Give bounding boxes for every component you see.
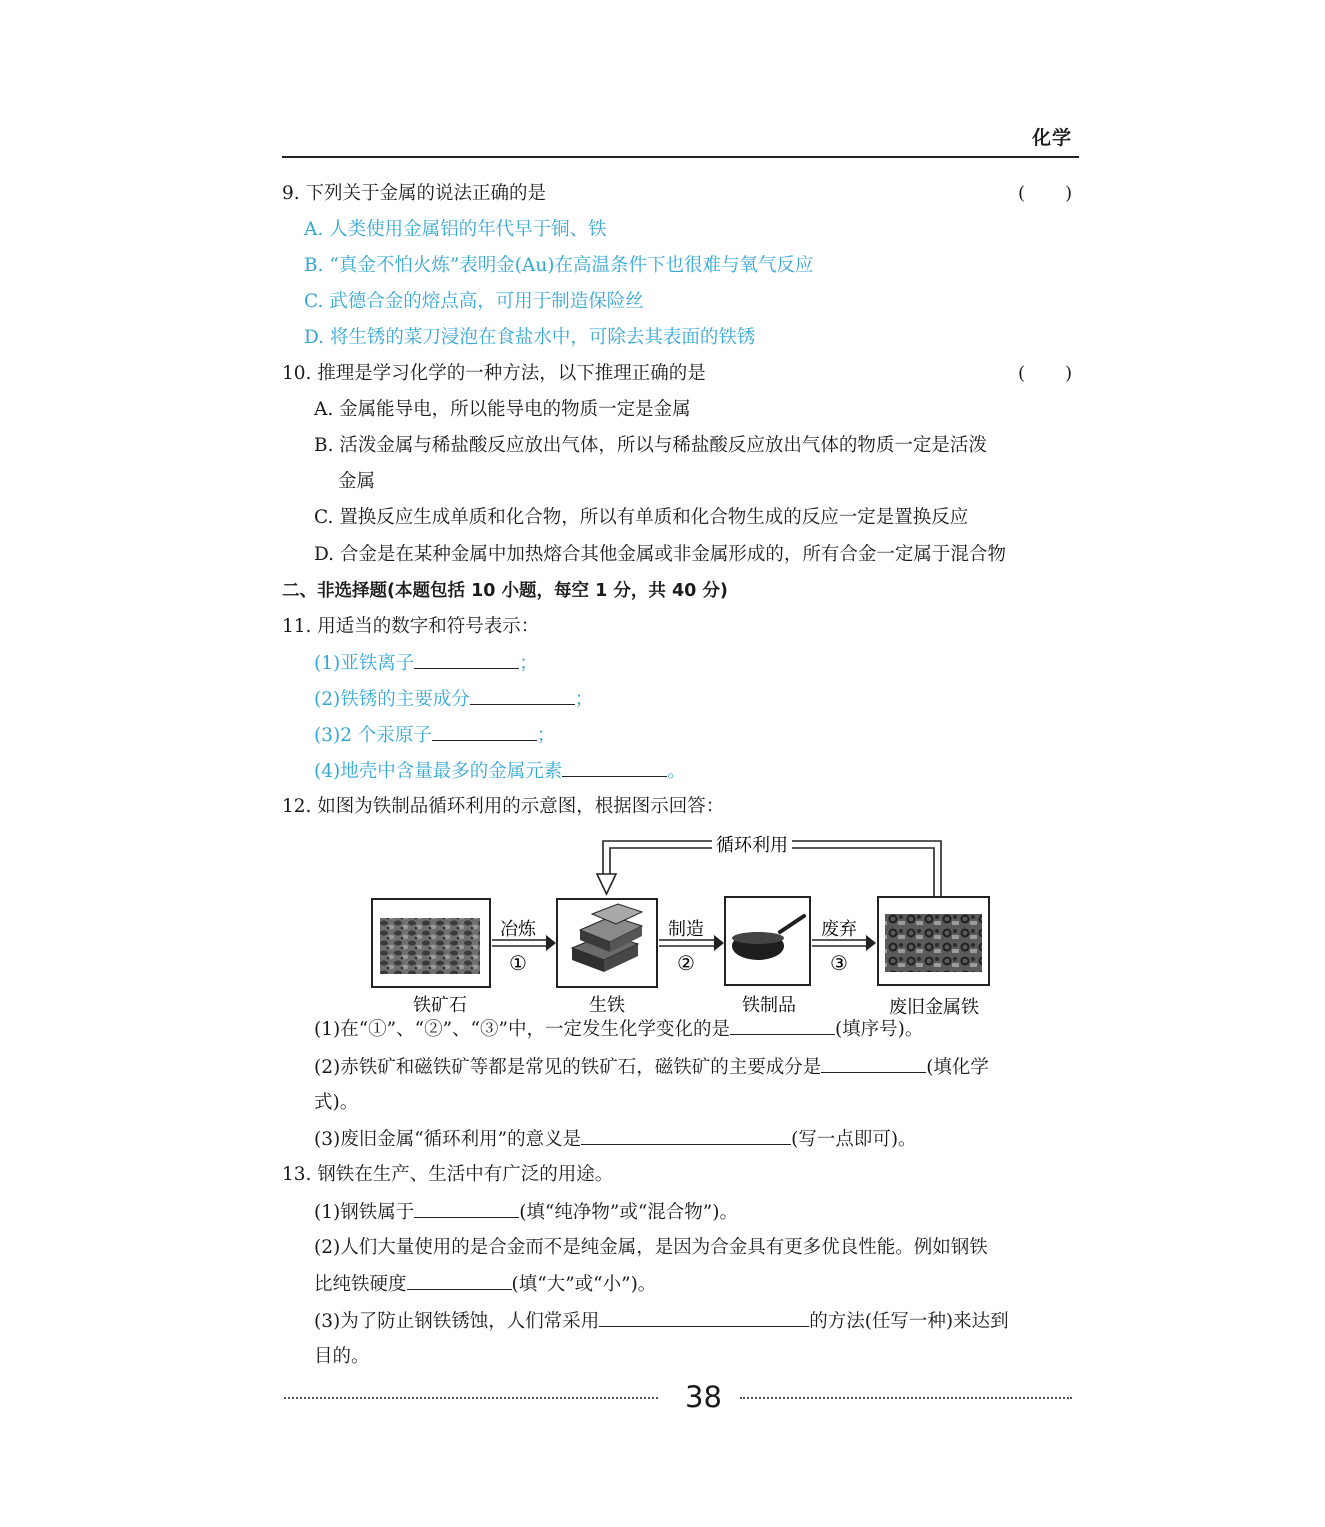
- q11-item-3-label: (3)2 个汞原子: [314, 725, 432, 746]
- q13-sub2-end: (填“大”或“小”)。: [511, 1274, 657, 1295]
- q11-blank-3[interactable]: [432, 722, 537, 741]
- q13-sub1-blank[interactable]: [414, 1199, 519, 1218]
- arrow-label-smelting: 冶炼: [500, 919, 536, 940]
- q13-sub1: [314, 1199, 738, 1226]
- q13-sub3: [314, 1308, 1009, 1335]
- q12-sub2-blank[interactable]: [821, 1054, 926, 1073]
- q13-sub2-text: 比纯铁硬度: [314, 1274, 407, 1295]
- q11-item-1: [314, 650, 538, 677]
- q11-blank-1[interactable]: [414, 650, 519, 669]
- q12-sub2: [314, 1054, 989, 1081]
- q12-sub1-blank[interactable]: [730, 1016, 835, 1035]
- iron-ore-image: [380, 918, 480, 974]
- node-label-scrap-iron: 废旧金属铁: [889, 997, 979, 1018]
- q12-sub1: [314, 1016, 923, 1043]
- q13-sub3-text: (3)为了防止钢铁锈蚀，人们常采用: [314, 1311, 600, 1332]
- q10-option-a: A. 金属能导电，所以能导电的物质一定是金属: [314, 399, 691, 420]
- node-label-iron-ore: 铁矿石: [413, 995, 467, 1016]
- iron-recycling-diagram: [366, 830, 996, 1020]
- q10-option-b: B. 活泼金属与稀盐酸反应放出气体，所以与稀盐酸反应放出气体的物质一定是活泼: [314, 435, 987, 456]
- q13-sub3-cont: 目的。: [314, 1346, 370, 1367]
- q13-sub2: (2)人们大量使用的是合金而不是纯金属，是因为合金具有更多优良性能。例如钢铁: [314, 1237, 988, 1258]
- subject-header: 化学: [1032, 127, 1073, 149]
- q13-stem: 13. 钢铁在生产、生活中有广泛的用途。: [282, 1164, 614, 1185]
- loop-label: 循环利用: [716, 835, 788, 856]
- q11-item-2-label: (2)铁锈的主要成分: [314, 689, 470, 710]
- q11-item-3-end: ；: [536, 725, 556, 746]
- q12-sub3: [314, 1126, 917, 1153]
- q11-stem: 11. 用适当的数字和符号表示：: [282, 616, 540, 637]
- arrow-num-2: ②: [677, 951, 695, 975]
- q11-item-4-end: 。: [667, 761, 686, 782]
- q12-sub3-text: (3)废旧金属“循环利用”的意义是: [314, 1129, 582, 1150]
- arrow-num-1: ①: [509, 951, 527, 975]
- q12-stem: 12. 如图为铁制品循环利用的示意图，根据图示回答：: [282, 796, 725, 817]
- q12-sub1-end: (填序号)。: [834, 1019, 924, 1040]
- q12-sub3-end: (写一点即可)。: [791, 1129, 917, 1150]
- scrap-iron-image: [885, 914, 982, 972]
- q11-item-1-end: ；: [519, 653, 538, 674]
- node-label-pig-iron: 生铁: [589, 995, 625, 1016]
- q12-sub3-blank[interactable]: [581, 1126, 791, 1145]
- q13-sub2-blank[interactable]: [407, 1271, 512, 1290]
- q13-sub2-cont: [314, 1271, 656, 1298]
- q12-sub2-text: (2)赤铁矿和磁铁矿等都是常见的铁矿石，磁铁矿的主要成分是: [314, 1057, 822, 1078]
- q12-sub2-end: (填化学: [926, 1057, 989, 1078]
- q13-sub1-end: (填“纯净物”或“混合物”)。: [519, 1202, 738, 1223]
- header-rule: [282, 156, 1079, 158]
- q11-item-2-end: ；: [574, 689, 594, 710]
- q10-option-c: C. 置换反应生成单质和化合物，所以有单质和化合物生成的反应一定是置换反应: [314, 507, 969, 528]
- q9-option-a: A. 人类使用金属铝的年代早于铜、铁: [304, 219, 607, 240]
- arrow-num-3: ③: [830, 951, 848, 975]
- q9-stem: 9. 下列关于金属的说法正确的是: [282, 183, 547, 204]
- q9-option-b: B. “真金不怕火炼”表明金(Au)在高温条件下也很难与氧气反应: [304, 255, 814, 276]
- q9-option-d: D. 将生锈的菜刀浸泡在食盐水中，可除去其表面的铁锈: [304, 327, 756, 348]
- q13-sub3-end: 的方法(任写一种)来达到: [809, 1311, 1009, 1332]
- q10-answer-paren[interactable]: ( ): [1018, 363, 1073, 384]
- q11-item-1-label: (1)亚铁离子: [314, 653, 415, 674]
- q11-blank-4[interactable]: [562, 758, 667, 777]
- arrow-label-discard: 废弃: [821, 919, 857, 940]
- q10-stem: 10. 推理是学习化学的一种方法，以下推理正确的是: [282, 363, 706, 384]
- q11-item-4: [314, 758, 686, 785]
- footer-dotted-rule-left: [284, 1397, 658, 1399]
- q11-blank-2[interactable]: [470, 686, 575, 705]
- footer-dotted-rule-right: [740, 1397, 1072, 1399]
- node-label-iron-product: 铁制品: [742, 995, 796, 1016]
- q13-sub3-blank[interactable]: [599, 1308, 809, 1327]
- q12-sub2-cont: 式)。: [314, 1092, 359, 1113]
- page-number: 38: [685, 1380, 722, 1414]
- q11-item-3: [314, 722, 555, 749]
- arrow-label-manufacturing: 制造: [668, 919, 704, 940]
- q11-item-2: [314, 686, 593, 713]
- q11-item-4-label: (4)地壳中含量最多的金属元素: [314, 761, 563, 782]
- q10-option-d: D. 合金是在某种金属中加热熔合其他金属或非金属形成的，所有合金一定属于混合物: [314, 544, 1006, 565]
- q12-sub1-text: (1)在“①”、“②”、“③”中，一定发生化学变化的是: [314, 1019, 730, 1040]
- q9-answer-paren[interactable]: ( ): [1018, 183, 1073, 204]
- section2-title: 二、非选择题(本题包括 10 小题，每空 1 分，共 40 分): [282, 581, 728, 601]
- q9-option-c: C. 武德合金的熔点高，可用于制造保险丝: [304, 291, 644, 312]
- q10-option-b-cont: 金属: [338, 471, 376, 492]
- q13-sub1-text: (1)钢铁属于: [314, 1202, 415, 1223]
